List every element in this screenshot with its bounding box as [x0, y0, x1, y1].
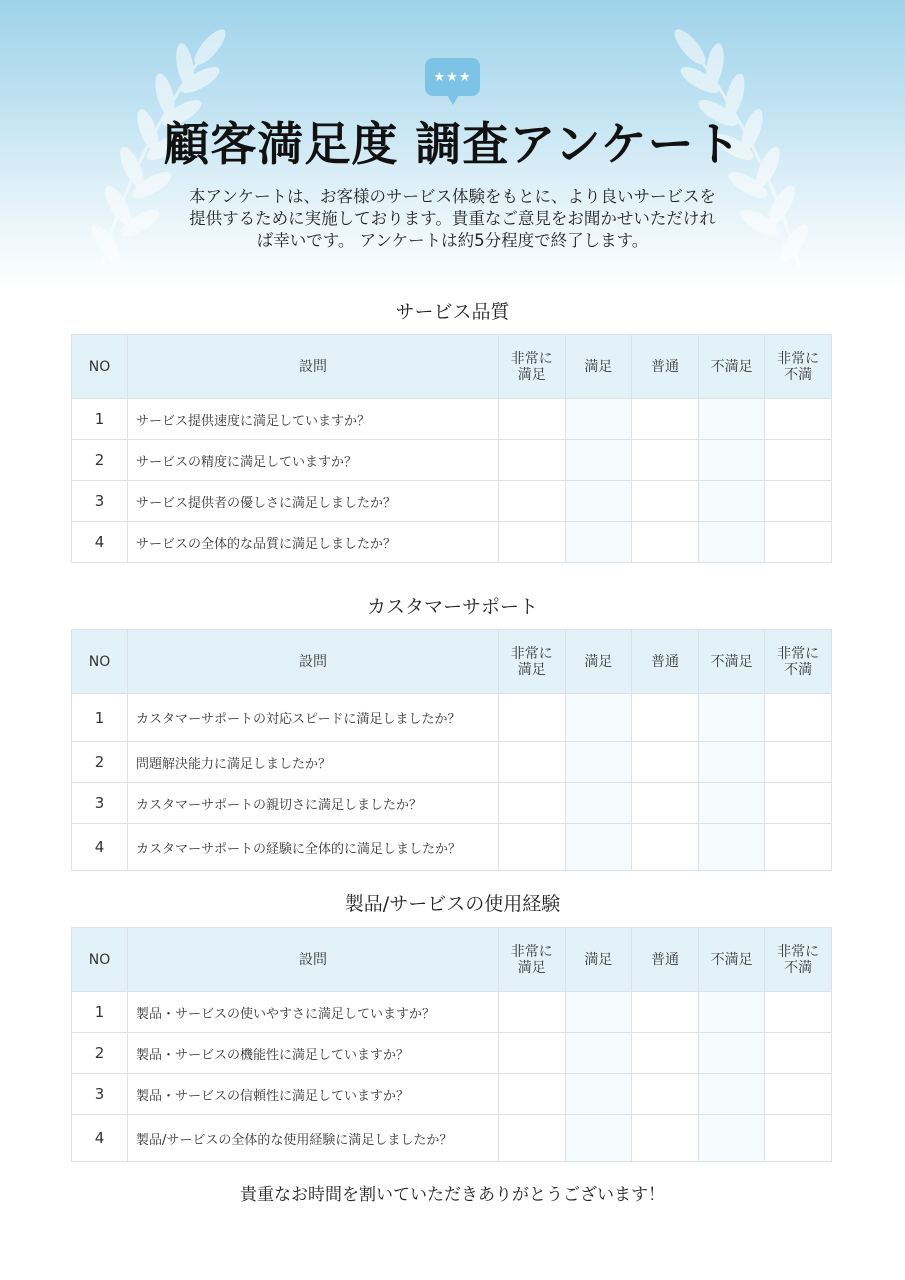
table-row [72, 481, 832, 522]
rating-cell[interactable] [632, 742, 699, 783]
rating-cell[interactable] [632, 1074, 699, 1115]
column-header-no: NO [72, 928, 128, 992]
section-title: サービス品質 [395, 301, 510, 323]
rating-stars-badge-icon [425, 58, 480, 96]
rating-cell[interactable] [698, 522, 765, 563]
column-header-label: 非常に [777, 645, 820, 662]
rating-cell[interactable] [499, 399, 566, 440]
rating-cell[interactable] [765, 992, 832, 1033]
rating-cell[interactable] [565, 522, 632, 563]
question-text: 製品/サービスの全体的な使用経験に満足しましたか？ [128, 1115, 499, 1162]
question-text: カスタマーサポートの経験に全体的に満足しましたか？ [128, 824, 499, 871]
column-header-label: 非常に [777, 943, 820, 960]
rating-cell[interactable] [499, 783, 566, 824]
column-header-label: 普通 [650, 951, 679, 968]
rating-cell[interactable] [698, 399, 765, 440]
rating-cell[interactable] [765, 824, 832, 871]
rating-cell[interactable] [499, 1074, 566, 1115]
column-header-label: 非常に [510, 943, 553, 960]
header-banner [0, 0, 905, 290]
column-header-label: 不満 [784, 661, 813, 678]
rating-cell[interactable] [632, 399, 699, 440]
column-header-label: 不満足 [710, 951, 753, 968]
column-header-label: 非常に [510, 645, 553, 662]
survey-table [71, 629, 832, 871]
row-number: 1 [72, 992, 128, 1033]
rating-cell[interactable] [765, 783, 832, 824]
column-header-rating [499, 928, 566, 992]
rating-cell[interactable] [565, 440, 632, 481]
question-text: 製品・サービスの使いやすさに満足していますか？ [128, 992, 499, 1033]
intro-line: ば幸いです。 アンケートは約5分程度で終了します。 [256, 231, 649, 250]
question-text: 製品・サービスの信頼性に満足していますか？ [128, 1074, 499, 1115]
rating-cell[interactable] [698, 1033, 765, 1074]
rating-cell[interactable] [632, 783, 699, 824]
rating-cell[interactable] [632, 824, 699, 871]
rating-cell[interactable] [765, 522, 832, 563]
table-row [72, 783, 832, 824]
rating-cell[interactable] [765, 481, 832, 522]
row-number: 2 [72, 440, 128, 481]
row-number: 1 [72, 399, 128, 440]
rating-cell[interactable] [565, 399, 632, 440]
column-header-label: 不満 [784, 959, 813, 976]
rating-cell[interactable] [565, 694, 632, 742]
rating-cell[interactable] [565, 1115, 632, 1162]
column-header-label: 満足 [517, 366, 546, 383]
row-number: 3 [72, 783, 128, 824]
column-header-label: 満足 [584, 951, 613, 968]
column-header-rating [698, 928, 765, 992]
column-header-question: 設問 [128, 335, 499, 399]
question-text: サービスの精度に満足していますか？ [128, 440, 499, 481]
intro-line: 本アンケートは、お客様のサービス体験をもとに、より良いサービスを [188, 187, 716, 206]
column-header-label: 満足 [517, 661, 546, 678]
rating-cell[interactable] [499, 992, 566, 1033]
rating-cell[interactable] [565, 1074, 632, 1115]
rating-cell[interactable] [632, 1115, 699, 1162]
row-number: 2 [72, 1033, 128, 1074]
rating-cell[interactable] [499, 742, 566, 783]
closing-message: 貴重なお時間を割いていただきありがとうございます！ [240, 1185, 665, 1205]
question-text: カスタマーサポートの対応スピードに満足しましたか？ [128, 694, 499, 742]
column-header-question: 設問 [128, 630, 499, 694]
survey-table [71, 927, 832, 1162]
stars-icon: ★★★ [433, 69, 472, 85]
rating-cell[interactable] [765, 742, 832, 783]
column-header-rating [499, 335, 566, 399]
rating-cell[interactable] [565, 824, 632, 871]
row-number: 4 [72, 1115, 128, 1162]
intro-line: 提供するために実施しております。貴重なご意見をお聞かせいただけれ [189, 209, 716, 228]
section-title: 製品/サービスの使用経験 [344, 893, 561, 915]
table-row [72, 824, 832, 871]
rating-cell[interactable] [565, 992, 632, 1033]
rating-cell[interactable] [499, 522, 566, 563]
rating-cell[interactable] [765, 440, 832, 481]
column-header-label: 非常に [510, 350, 553, 367]
row-number: 1 [72, 694, 128, 742]
row-number: 4 [72, 522, 128, 563]
table-row [72, 1033, 832, 1074]
intro-text [150, 186, 755, 252]
table-row [72, 440, 832, 481]
column-header-label: 満足 [584, 358, 613, 375]
column-header-rating [565, 928, 632, 992]
column-header-rating [698, 335, 765, 399]
row-number: 4 [72, 824, 128, 871]
column-header-no: NO [72, 630, 128, 694]
column-header-label: 不満足 [710, 653, 753, 670]
rating-cell[interactable] [565, 481, 632, 522]
rating-cell[interactable] [765, 1074, 832, 1115]
rating-cell[interactable] [499, 1115, 566, 1162]
column-header-rating [698, 630, 765, 694]
column-header-rating [632, 630, 699, 694]
question-text: 製品・サービスの機能性に満足していますか？ [128, 1033, 499, 1074]
row-number: 3 [72, 481, 128, 522]
rating-cell[interactable] [499, 1033, 566, 1074]
column-header-rating [765, 630, 832, 694]
column-header-rating [565, 335, 632, 399]
rating-cell[interactable] [698, 481, 765, 522]
survey-table [71, 334, 832, 563]
question-text: サービスの全体的な品質に満足しましたか？ [128, 522, 499, 563]
rating-cell[interactable] [499, 481, 566, 522]
column-header-rating [632, 928, 699, 992]
section-title: カスタマーサポート [366, 596, 538, 618]
rating-cell[interactable] [632, 1033, 699, 1074]
row-number: 3 [72, 1074, 128, 1115]
column-header-no: NO [72, 335, 128, 399]
question-text: 問題解決能力に満足しましたか？ [128, 742, 499, 783]
column-header-question: 設問 [128, 928, 499, 992]
rating-cell[interactable] [565, 742, 632, 783]
table-row [72, 992, 832, 1033]
column-header-label: 満足 [584, 653, 613, 670]
rating-cell[interactable] [765, 1115, 832, 1162]
table-header-row [72, 928, 832, 992]
rating-cell[interactable] [499, 694, 566, 742]
rating-cell[interactable] [499, 824, 566, 871]
rating-cell[interactable] [698, 440, 765, 481]
rating-cell[interactable] [765, 399, 832, 440]
column-header-label: 不満足 [710, 358, 753, 375]
rating-cell[interactable] [698, 1074, 765, 1115]
rating-cell[interactable] [765, 694, 832, 742]
rating-cell[interactable] [698, 1115, 765, 1162]
question-text: サービス提供速度に満足していますか？ [128, 399, 499, 440]
rating-cell[interactable] [698, 742, 765, 783]
rating-cell[interactable] [698, 783, 765, 824]
question-text: カスタマーサポートの親切さに満足しましたか？ [128, 783, 499, 824]
table-row [72, 1115, 832, 1162]
column-header-rating [765, 928, 832, 992]
rating-cell[interactable] [698, 992, 765, 1033]
row-number: 2 [72, 742, 128, 783]
table-row [72, 694, 832, 742]
question-text: サービス提供者の優しさに満足しましたか？ [128, 481, 499, 522]
column-header-rating [565, 630, 632, 694]
rating-cell[interactable] [698, 824, 765, 871]
rating-cell[interactable] [632, 522, 699, 563]
rating-cell[interactable] [632, 440, 699, 481]
table-row [72, 742, 832, 783]
table-header-row [72, 335, 832, 399]
rating-cell[interactable] [632, 694, 699, 742]
rating-cell[interactable] [565, 1033, 632, 1074]
rating-cell[interactable] [565, 783, 632, 824]
rating-cell[interactable] [632, 481, 699, 522]
rating-cell[interactable] [765, 1033, 832, 1074]
column-header-label: 普通 [650, 653, 679, 670]
column-header-label: 不満 [784, 366, 813, 383]
column-header-rating [499, 630, 566, 694]
rating-cell[interactable] [698, 694, 765, 742]
table-row [72, 399, 832, 440]
column-header-rating [765, 335, 832, 399]
rating-cell[interactable] [632, 992, 699, 1033]
rating-cell[interactable] [499, 440, 566, 481]
page-title: 顧客満足度 調査アンケート [163, 117, 742, 171]
column-header-label: 満足 [517, 959, 546, 976]
column-header-label: 非常に [777, 350, 820, 367]
table-row [72, 522, 832, 563]
table-header-row [72, 630, 832, 694]
column-header-label: 普通 [650, 358, 679, 375]
column-header-rating [632, 335, 699, 399]
table-row [72, 1074, 832, 1115]
